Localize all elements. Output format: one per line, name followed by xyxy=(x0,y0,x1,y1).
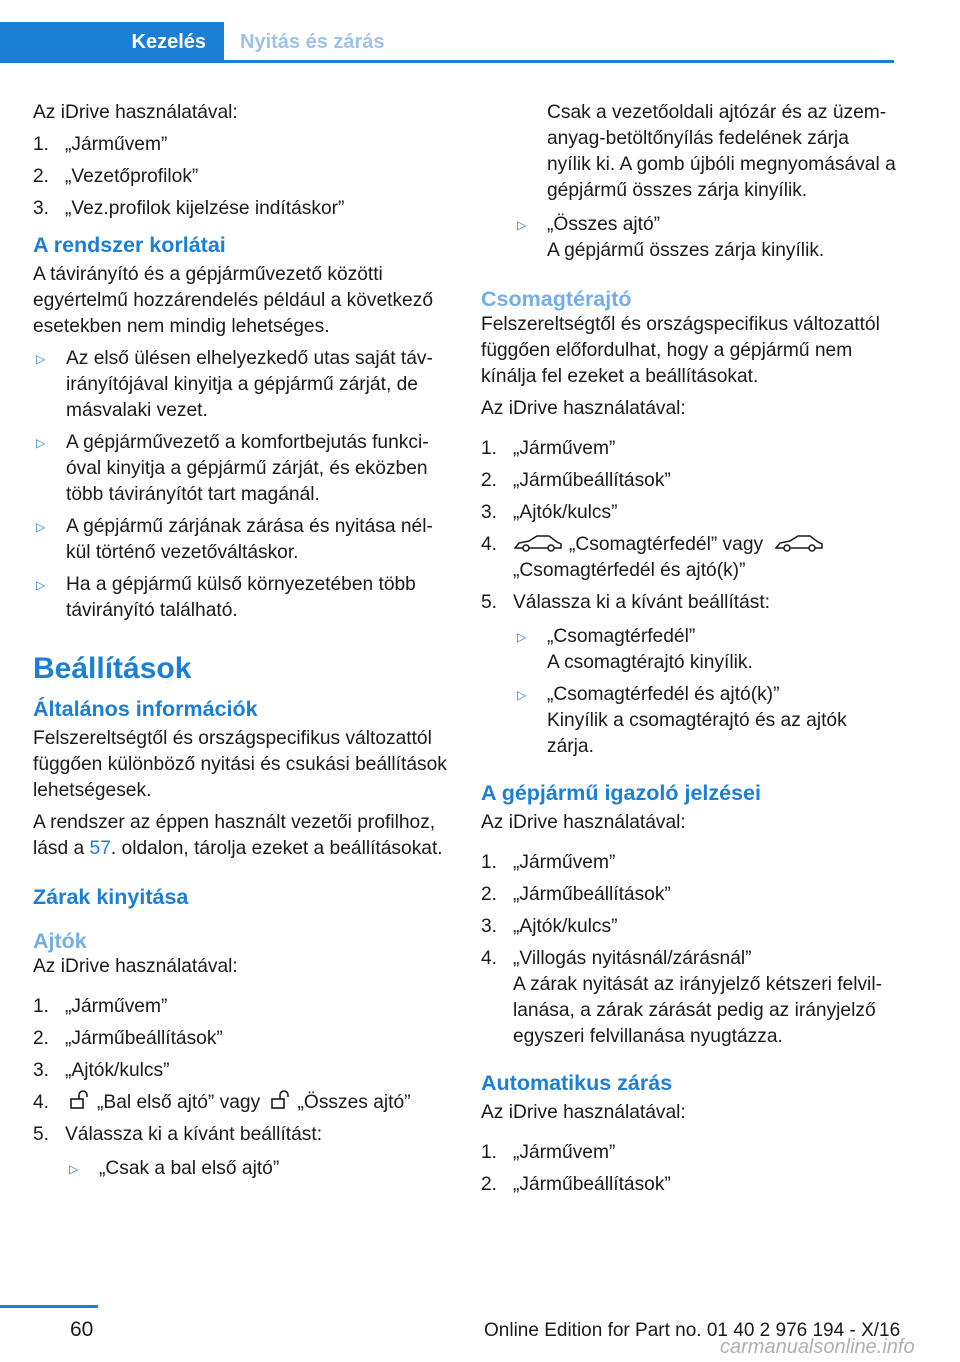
page-link-57[interactable]: 57 xyxy=(89,838,111,859)
trunk-text: Felszereltségtől és országspecifikus változattól függően előfordulhat, hogy a gépjármű nem kínálja fel ezeket a beállításokat. xyxy=(481,314,880,387)
list-item: 5. Válassza ki a kívánt beállítást: xyxy=(481,592,771,613)
list-item: 4. „Bal első ajtó” vagy „Összes ajtó” xyxy=(33,1092,411,1113)
list-item: ▷ „Csomagtérfedél” A csomagtérajtó kinyílik. xyxy=(517,626,753,673)
list-item: ▷ A gépjármű zárjának zárása és nyitása nélkül történő vezetőváltáskor. xyxy=(36,516,433,563)
watermark: carmanualsonline.info xyxy=(720,1336,915,1358)
doors-heading: Ajtók xyxy=(33,929,87,953)
confirm-intro: Az iDrive használatával: xyxy=(481,812,686,833)
settings-heading: Beállítások xyxy=(33,652,192,685)
left-column xyxy=(33,100,449,1190)
triangle-bullet-icon: ▷ xyxy=(36,436,46,450)
list-item: ▷ Az első ülésen elhelyezkedő utas saját távirányítójával kinyitja a gépjármű zárját, de másvalaki vezet. xyxy=(36,348,433,421)
list-item: ▷ „Csak a bal első ajtó” xyxy=(66,1156,449,1182)
triangle-bullet-icon: ▷ xyxy=(36,352,46,366)
edition-text: Online Edition for Part no. 01 40 2 976 194 - X/16 xyxy=(484,1320,901,1341)
all-doors-bullet xyxy=(514,212,897,264)
continued-text: Csak a vezetőoldali ajtózár és az üzemanyag-betöltőnyílás fedelének zárja nyílik ki. A gomb újbóli megnyomásával a gépjármű összes zárja kinyílik. xyxy=(547,102,896,201)
triangle-bullet-icon: ▷ xyxy=(517,218,527,232)
confirm-list xyxy=(481,850,897,1050)
list-item: 2. „Vezetőprofilok” xyxy=(33,166,199,187)
list-item: ▷ A gépjárművezető a komfortbejutás funkcióval kinyitja a gépjármű zárját, és eközben több távirányítót tart magánál. xyxy=(36,432,429,505)
profile-list xyxy=(33,132,449,222)
triangle-bullet-icon: ▷ xyxy=(517,630,527,644)
intro-text: Az iDrive használatával: xyxy=(33,102,238,123)
list-item: 2. „Járműbeállítások” xyxy=(481,884,671,905)
list-item: 1. „Járművem” xyxy=(33,996,168,1017)
auto-list xyxy=(481,1140,897,1198)
page-number: 60 xyxy=(70,1318,94,1341)
list-item: 1. „Járművem” xyxy=(33,134,168,155)
triangle-bullet-icon: ▷ xyxy=(36,520,46,534)
list-item: 5. Válassza ki a kívánt beállítást: xyxy=(33,1124,323,1145)
doors-sub-bullets xyxy=(66,1156,449,1182)
trunk-sub-bullets xyxy=(514,624,897,760)
right-column xyxy=(481,100,897,1206)
list-item: 2. „Járműbeállítások” xyxy=(481,470,671,491)
unlock-heading: Zárak kinyitása xyxy=(33,885,189,909)
list-item: 2. „Járműbeállítások” xyxy=(481,1174,671,1195)
list-item: 3. „Vez.profilok kijelzése indításkor” xyxy=(33,198,345,219)
header-bar xyxy=(0,22,894,63)
triangle-bullet-icon: ▷ xyxy=(517,688,527,702)
list-item: 3. „Ajtók/kulcs” xyxy=(481,916,618,937)
auto-intro: Az iDrive használatával: xyxy=(481,1102,686,1123)
general-heading: Általános információk xyxy=(33,697,258,721)
car-trunk-doors-icon xyxy=(774,534,824,552)
triangle-bullet-icon: ▷ xyxy=(36,578,46,592)
trunk-intro: Az iDrive használatával: xyxy=(481,398,686,419)
list-item: 3. „Ajtók/kulcs” xyxy=(33,1060,170,1081)
doors-intro: Az iDrive használatával: xyxy=(33,956,238,977)
auto-lock-heading: Automatikus zárás xyxy=(481,1071,673,1095)
general-text-1: Felszereltségtől és országspecifikus változattól függően különböző nyitási és csukási beállítások lehetségesek. xyxy=(33,728,447,801)
list-item: 2. „Járműbeállítások” xyxy=(33,1028,223,1049)
confirm-heading: A gépjármű igazoló jelzései xyxy=(481,781,761,805)
unlock-icon xyxy=(69,1090,91,1110)
tab-nyitas-es-zaras[interactable]: Nyitás és zárás xyxy=(240,31,385,53)
list-item: 1. „Járművem” xyxy=(481,438,616,459)
doors-list xyxy=(33,994,449,1148)
limits-text: A távirányító és a gépjárművezető közötti egyértelmű hozzárendelés például a következő esetekben nem mindig lehetséges. xyxy=(33,264,433,337)
list-item: 4. „Csomagtérfedél” vagy „Csomagtérfedél és ajtó(k)” xyxy=(481,532,897,584)
list-item: 4. „Villogás nyitásnál/zárásnál” A zárak nyitását az irányjelző kétszeri felvillanása, a zárak zárását pedig az irányjelző egyszeri felvillanása nyugtázza. xyxy=(481,948,882,1047)
list-item: 1. „Járművem” xyxy=(481,852,616,873)
tab-kezeles[interactable]: Kezelés xyxy=(0,22,224,62)
triangle-bullet-icon: ▷ xyxy=(69,1162,79,1176)
general-text-2: A rendszer az éppen használt vezetői profilhoz, lásd a 57. oldalon, tárolja ezeket a beállításokat. xyxy=(33,812,443,859)
limits-heading: A rendszer korlátai xyxy=(33,233,226,257)
car-trunk-icon xyxy=(513,534,563,552)
footer-rule xyxy=(0,1305,98,1308)
trunk-list xyxy=(481,436,897,616)
trunk-heading: Csomagtérajtó xyxy=(481,287,632,311)
unlock-icon xyxy=(270,1090,292,1110)
list-item: ▷ Ha a gépjármű külső környezetében több távirányító található. xyxy=(36,574,416,621)
list-item: 1. „Járművem” xyxy=(481,1142,616,1163)
list-item: 3. „Ajtók/kulcs” xyxy=(481,502,618,523)
limits-bullets xyxy=(33,346,449,624)
list-item: ▷ „Csomagtérfedél és ajtó(k)” Kinyílik a csomagtérajtó és az ajtók zárja. xyxy=(517,684,847,757)
list-item: ▷ „Összes ajtó” A gépjármű összes zárja kinyílik. xyxy=(517,214,825,261)
